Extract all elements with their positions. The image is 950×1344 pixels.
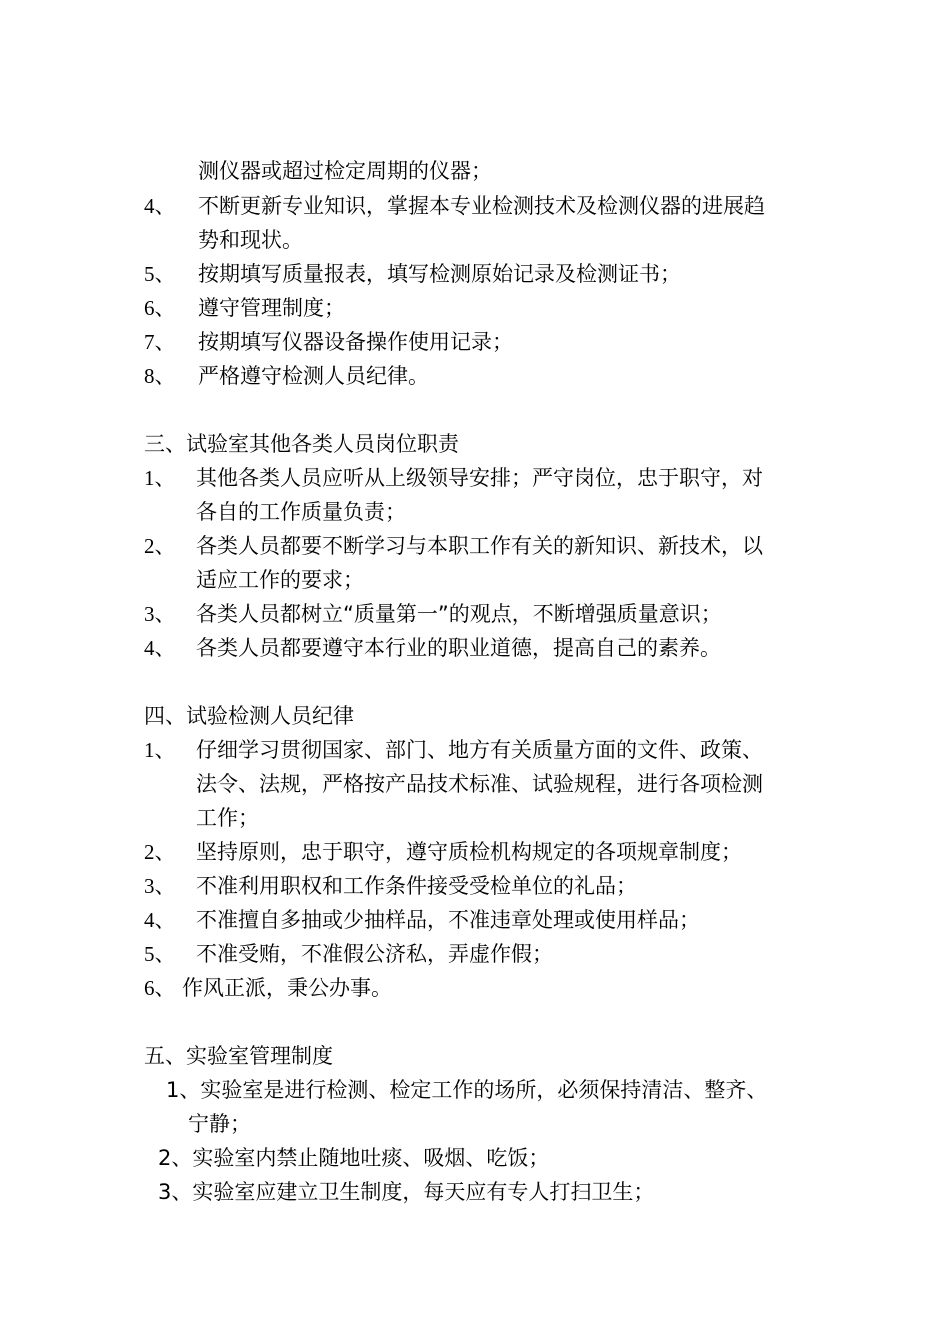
item-text: 工作；	[196, 806, 259, 830]
item-text: 2、实验室内禁止随地吐痰、吸烟、吃饭；	[158, 1146, 550, 1170]
item-text: 按期填写质量报表，填写检测原始记录及检测证书；	[198, 262, 681, 286]
item-text: 不断更新专业知识，掌握本专业检测技术及检测仪器的进展趋	[198, 194, 765, 218]
item-number: 3、	[144, 602, 176, 626]
item-text: 各类人员都树立“质量第一”的观点，不断增强质量意识；	[196, 602, 722, 626]
item-number: 1、	[144, 738, 176, 762]
item-text: 坚持原则，忠于职守，遵守质检机构规定的各项规章制度；	[196, 840, 742, 864]
item-number: 2、	[144, 840, 176, 864]
item-number: 6、	[144, 296, 176, 320]
item-number: 4、	[144, 636, 176, 660]
item-number: 2、	[144, 534, 176, 558]
item-number: 6、	[144, 976, 176, 1000]
section-heading: 三、试验室其他各类人员岗位职责	[144, 432, 459, 456]
item-text: 法令、法规，严格按产品技术标准、试验规程，进行各项检测	[196, 772, 763, 796]
item-text: 3、实验室应建立卫生制度，每天应有专人打扫卫生；	[158, 1180, 655, 1204]
item-text: 势和现状。	[198, 228, 303, 252]
item-text: 作风正派，秉公办事。	[182, 976, 392, 1000]
item-number: 4、	[144, 194, 176, 218]
item-number: 4、	[144, 908, 176, 932]
item-text: 不准利用职权和工作条件接受受检单位的礼品；	[196, 874, 637, 898]
continuation-line: 测仪器或超过检定周期的仪器；	[198, 159, 492, 183]
section-heading: 四、试验检测人员纪律	[144, 704, 354, 728]
item-text: 各自的工作质量负责；	[196, 500, 406, 524]
item-text: 适应工作的要求；	[196, 568, 364, 592]
item-number: 8、	[144, 364, 176, 388]
section-heading: 五、实验室管理制度	[144, 1044, 333, 1068]
item-number: 7、	[144, 330, 176, 354]
item-number: 3、	[144, 874, 176, 898]
item-number: 5、	[144, 942, 176, 966]
item-text: 仔细学习贯彻国家、部门、地方有关质量方面的文件、政策、	[196, 738, 763, 762]
item-text: 宁静；	[188, 1112, 251, 1136]
item-text: 遵守管理制度；	[198, 296, 345, 320]
item-number: 5、	[144, 262, 176, 286]
item-text: 1、实验室是进行检测、检定工作的场所，必须保持清洁、整齐、	[166, 1078, 768, 1102]
item-text: 不准擅自多抽或少抽样品，不准违章处理或使用样品；	[196, 908, 700, 932]
item-text: 严格遵守检测人员纪律。	[198, 364, 429, 388]
item-number: 1、	[144, 466, 176, 490]
item-text: 各类人员都要遵守本行业的职业道德，提高自己的素养。	[196, 636, 721, 660]
item-text: 不准受贿，不准假公济私，弄虚作假；	[196, 942, 553, 966]
item-text: 按期填写仪器设备操作使用记录；	[198, 330, 513, 354]
item-text: 各类人员都要不断学习与本职工作有关的新知识、新技术，以	[196, 534, 763, 558]
item-text: 其他各类人员应听从上级领导安排；严守岗位，忠于职守，对	[196, 466, 763, 490]
